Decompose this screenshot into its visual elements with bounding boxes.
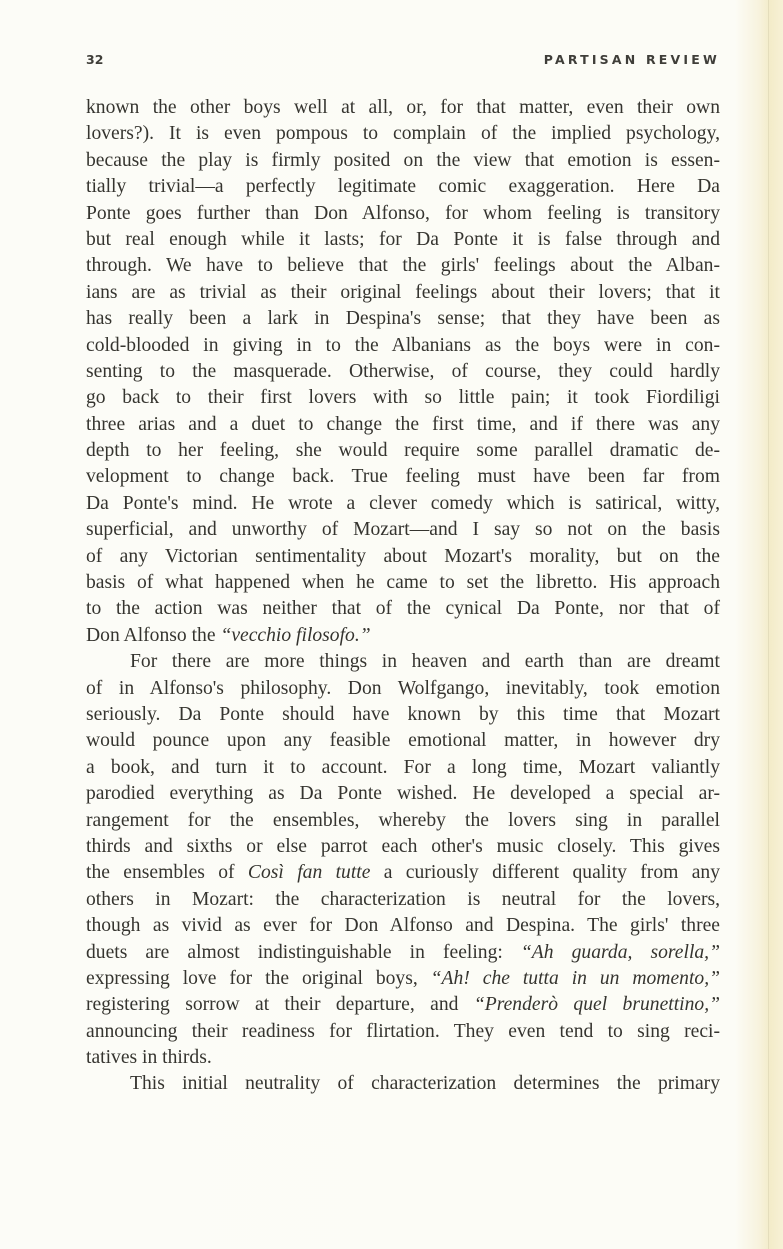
paragraph — [86, 95, 720, 649]
text-segment: ians are as trivial as their original feelings about their lovers; that it — [86, 281, 720, 303]
text-line — [86, 385, 720, 411]
text-line — [86, 1045, 720, 1071]
text-segment: Da Ponte's mind. He wrote a clever comedy which is satirical, witty, — [86, 492, 720, 514]
text-line — [86, 887, 720, 913]
text-segment: three arias and a duet to change the first time, and if there was any — [86, 413, 720, 435]
text-segment: depth to her feeling, she would require some parallel dramatic de- — [86, 440, 720, 462]
text-segment: announcing their readiness for flirtation. They even tend to sing reci- — [86, 1020, 720, 1042]
text-line — [86, 781, 720, 807]
text-segment: others in Mozart: the characterization is neutral for the lovers, — [86, 888, 720, 910]
text-segment: Ponte goes further than Don Alfonso, for whom feeling is transitory — [86, 202, 720, 224]
text-line — [86, 201, 720, 227]
text-segment: go back to their first lovers with so little pain; it took Fiordiligi — [86, 387, 720, 409]
text-line — [86, 517, 720, 543]
text-segment: the ensembles of — [86, 862, 248, 884]
text-line — [86, 676, 720, 702]
text-segment: senting to the masquerade. Otherwise, of course, they could hardly — [86, 360, 720, 382]
text-line — [86, 359, 720, 385]
text-segment: rangement for the ensembles, whereby the lovers sing in parallel — [86, 809, 720, 831]
text-segment: to the action was neither that of the cynical Da Ponte, nor that of — [86, 598, 720, 620]
text-segment: tially trivial—a perfectly legitimate comic exaggeration. Here Da — [86, 176, 720, 198]
text-segment: of in Alfonso's philosophy. Don Wolfgango, inevitably, took emotion — [86, 677, 720, 699]
text-line — [86, 966, 720, 992]
text-line — [86, 174, 720, 200]
text-segment: would pounce upon any feasible emotional matter, in however dry — [86, 730, 720, 752]
text-line — [86, 992, 720, 1018]
text-line — [86, 95, 720, 121]
text-segment: of any Victorian sentimentality about Mozart's morality, but on the — [86, 545, 720, 567]
text-line — [86, 702, 720, 728]
text-line — [86, 728, 720, 754]
text-segment: thirds and sixths or else parrot each other's music closely. This gives — [86, 835, 720, 857]
text-line — [86, 913, 720, 939]
text-segment: though as vivid as ever for Don Alfonso and Despina. The girls' three — [86, 915, 720, 937]
text-line — [86, 755, 720, 781]
text-segment: because the play is firmly posited on the view that emotion is essen- — [86, 149, 720, 171]
text-segment: but real enough while it lasts; for Da Ponte it is false through and — [86, 228, 720, 250]
text-line — [86, 940, 720, 966]
text-line — [86, 649, 720, 675]
text-line — [86, 148, 720, 174]
text-line — [86, 860, 720, 886]
page-binding-edge — [768, 0, 769, 1249]
text-segment: Don Alfonso the — [86, 624, 221, 646]
text-segment: a curiously different quality from any — [370, 862, 720, 884]
text-line — [86, 834, 720, 860]
text-line — [86, 464, 720, 490]
text-segment: tatives in thirds. — [86, 1047, 212, 1069]
text-segment: basis of what happened when he came to set the libretto. His approach — [86, 572, 720, 594]
text-line — [86, 227, 720, 253]
text-line — [86, 253, 720, 279]
text-line — [86, 306, 720, 332]
italic-text: “Ah guarda, sorella,” — [520, 941, 720, 963]
text-line — [86, 623, 720, 649]
text-line — [86, 333, 720, 359]
text-segment: superficial, and unworthy of Mozart—and I say so not on the basis — [86, 519, 720, 541]
text-segment: duets are almost indistinguishable in feeling: — [86, 941, 521, 963]
running-title: PARTISAN REVIEW — [543, 52, 720, 67]
text-segment: expressing love for the original boys, — [86, 967, 431, 989]
paragraph — [86, 649, 720, 1071]
italic-text: Così fan tutte — [247, 862, 371, 884]
text-segment: a book, and turn it to account. For a long time, Mozart valiantly — [86, 756, 720, 778]
text-line — [86, 412, 720, 438]
text-segment: through. We have to believe that the girls' feelings about the Alban- — [86, 255, 720, 277]
text-line — [86, 1071, 720, 1097]
text-segment: parodied everything as Da Ponte wished. He developed a special ar- — [86, 783, 720, 805]
italic-text: “Ah! che tutta in un momento,” — [430, 967, 720, 989]
text-segment: For there are more things in heaven and earth than are dreamt — [130, 651, 720, 673]
text-line — [86, 570, 720, 596]
italic-text: “Prenderò quel brunettino,” — [473, 994, 720, 1016]
text-line — [86, 121, 720, 147]
text-line — [86, 438, 720, 464]
text-segment: known the other boys well at all, or, for that matter, even their own — [86, 97, 720, 118]
text-segment: seriously. Da Ponte should have known by this time that Mozart — [86, 703, 720, 725]
text-line — [86, 1019, 720, 1045]
text-line — [86, 596, 720, 622]
running-header — [86, 52, 720, 72]
text-segment: This initial neutrality of characterization determines the primary — [130, 1073, 720, 1095]
page-number: 32 — [86, 52, 104, 67]
text-segment: lovers?). It is even pompous to complain of the implied psychology, — [86, 123, 720, 145]
text-line — [86, 808, 720, 834]
paragraph — [86, 1071, 720, 1097]
text-segment: velopment to change back. True feeling must have been far from — [86, 466, 720, 488]
text-segment: cold-blooded in giving in to the Albanians as the boys were in con- — [86, 334, 720, 356]
text-line — [86, 544, 720, 570]
text-line — [86, 280, 720, 306]
text-segment: registering sorrow at their departure, and — [86, 994, 474, 1016]
article-body — [86, 95, 720, 1098]
text-segment: has really been a lark in Despina's sense; that they have been as — [86, 308, 720, 330]
text-line — [86, 491, 720, 517]
italic-text: “vecchio filosofo.” — [220, 624, 371, 646]
